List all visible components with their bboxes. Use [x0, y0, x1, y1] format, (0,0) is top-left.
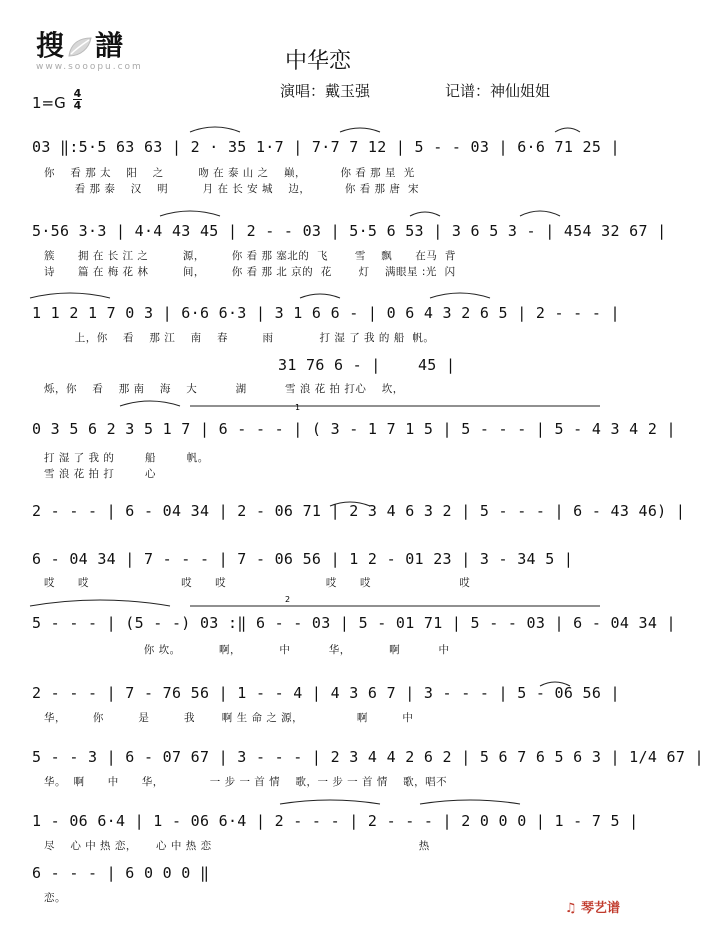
music-line-9: 5 - - 3 | 6 - 07 67 | 3 - - - | 2 3 4 4 2 6 2 | 5 6 7 6 5 6 3 | 1/4 67 |: [32, 748, 704, 766]
music-line-6: 6 - 04 34 | 7 - - - | 7 - 06 56 | 1 2 - 01 23 | 3 - 34 5 |: [32, 550, 574, 568]
lyric-line-8: 雪 浪 花 拍 打 心: [44, 468, 157, 480]
logo-char-left: 搜: [36, 29, 66, 62]
music-note-icon: ♫: [564, 901, 577, 916]
music-line-7: 5 - - - | (5 - -) 03 :‖ 6 - - 03 | 5 - 01 71 | 5 - - 03 | 6 - 04 34 |: [32, 614, 676, 632]
time-sig-top: 4: [73, 87, 82, 100]
time-sig-bottom: 4: [73, 99, 82, 112]
logo-url: www.sooopu.com: [36, 62, 143, 72]
lyric-line-4: 诗 篇 在 梅 花 林 间， 你 看 那 北 京的 花 灯 满眼星 :光 闪: [44, 266, 456, 278]
ending-1-marker: 1: [295, 403, 301, 412]
lyric-line-2: 看 那 泰 汉 明 月 在 长 安 城 边， 你 看 那 唐 宋: [44, 183, 420, 195]
ending-2-marker: 2: [285, 595, 291, 604]
music-line-4: 0 3 5 6 2 3 5 1 7 | 6 - - - | ( 3 - 1 7 1 5 | 5 - - - | 5 - 4 3 4 2 |: [32, 420, 676, 438]
lyric-line-13: 尽 心 中 热 恋， 心 中 热 恋 热: [44, 840, 430, 852]
singer-credit: 演唱：戴玉强: [280, 82, 371, 100]
music-line-8: 2 - - - | 7 - 76 56 | 1 - - 4 | 4 3 6 7 | 3 - - - | 5 - 06 56 |: [32, 684, 620, 702]
lyric-line-3: 簇 拥 在 长 江 之 源， 你 看 那 塞北的 飞 雪 飘 在马 背: [44, 250, 456, 262]
brand-text: 琴艺谱: [580, 901, 620, 916]
music-line-5: 2 - - - | 6 - 04 34 | 2 - 06 71 | 2 3 4 6 3 2 | 5 - - - | 6 - 43 46) |: [32, 502, 686, 520]
lyric-line-1: 你 看 那 太 阳 之 吻 在 泰 山 之 巅， 你 看 那 星 光: [44, 167, 415, 179]
lyric-line-7: 打 湿 了 我 的 船 帆。: [44, 452, 209, 464]
lyric-line-9: 哎 哎 哎 哎 哎 哎 哎: [44, 577, 471, 589]
music-line-1: 03 ‖:5·5 63 63 | 2 · 35 1·7 | 7·7 7 12 | 5 - - 03 | 6·6 71 25 |: [32, 138, 620, 156]
lyric-line-5: 上，你 看 那 江 南 春 雨 打 湿 了 我 的 船 帆。: [44, 332, 435, 344]
page-title: 中华恋: [284, 49, 351, 74]
logo-char-right: 譜: [95, 29, 125, 62]
lyric-line-10: 你 坎。 啊， 中 华， 啊 中: [44, 644, 450, 656]
music-line-11: 6 - - - | 6 0 0 0 ‖: [32, 864, 210, 882]
lyric-line-11: 华， 你 是 我 啊 生 命 之 源， 啊 中: [44, 712, 414, 724]
transcriber-credit: 记谱：神仙姐姐: [445, 82, 551, 100]
music-line-3: 1 1 2 1 7 0 3 | 6·6 6·3 | 3 1 6 6 - | 0 6 4 3 2 6 5 | 2 - - - |: [32, 304, 620, 322]
lyric-line-14: 恋。: [44, 892, 66, 904]
lyric-line-6: 烁，你 看 那 南 海 大 湖 雪 浪 花 拍 打心 坎，: [44, 383, 404, 395]
music-line-2: 5·56 3·3 | 4·4 43 45 | 2 - - 03 | 5·5 6 53 | 3 6 5 3 - | 454 32 67 |: [32, 222, 667, 240]
brand-watermark: [565, 897, 620, 916]
music-line-3b: 31 76 6 - | 45 |: [278, 356, 456, 374]
key-signature: 1=G: [32, 94, 66, 112]
music-line-10: 1 - 06 6·4 | 1 - 06 6·4 | 2 - - - | 2 - - - | 2 0 0 0 | 1 - 7 5 |: [32, 812, 639, 830]
lyric-line-12: 华。 啊 中 华， 一 步 一 首 情 歌，一 步 一 首 情 歌，唱不: [44, 776, 448, 788]
